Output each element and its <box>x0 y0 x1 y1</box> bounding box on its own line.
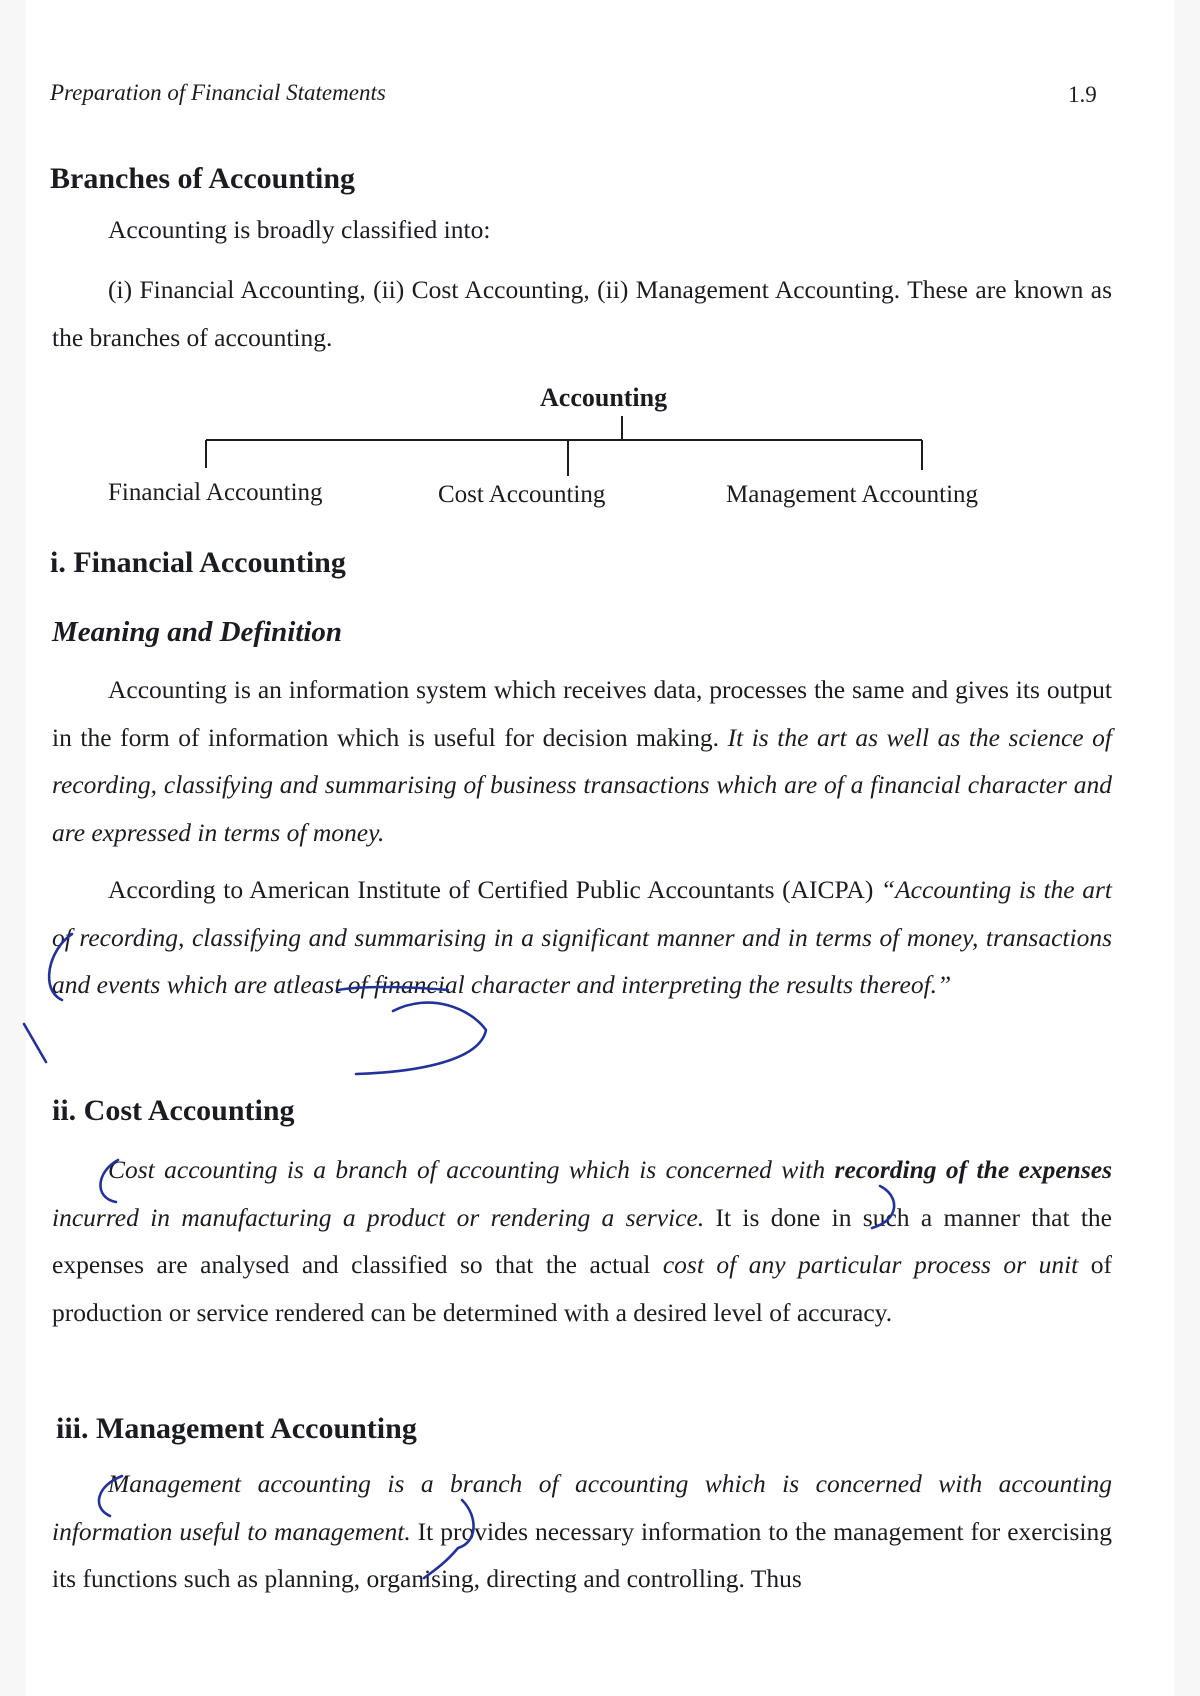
section-title-cost: ii. Cost Accounting <box>52 1094 295 1127</box>
management-s1-italic: Management accounting is a branch of accounting which is concerned with accounting information useful to management. <box>52 1469 1112 1546</box>
page-number: 1.9 <box>1068 82 1097 107</box>
branches-list-text: (i) Financial Accounting, (ii) Cost Accounting, (ii) Management Accounting. These are known as the branches of accounting. <box>52 275 1112 352</box>
diagram-root: Accounting <box>540 383 668 412</box>
diagram-child-financial: Financial Accounting <box>108 479 323 506</box>
financial-p1-italic: It is the art as well as the science of recording, classifying and summarising of business transactions which are of a financial character and are expressed in terms of money. <box>52 722 1112 847</box>
cost-s2-plain: It is done in such a manner that the expenses are analysed and classified so that the actual <box>52 1202 1112 1279</box>
diagram-child-cost: Cost Accounting <box>438 481 606 508</box>
financial-paragraph-2 <box>52 866 1112 1009</box>
financial-paragraph-1 <box>52 666 1112 856</box>
cost-paragraph <box>52 1146 1112 1336</box>
diagram-child-management: Management Accounting <box>726 481 979 508</box>
section-title-management: iii. Management Accounting <box>56 1412 417 1445</box>
management-paragraph <box>52 1460 1112 1603</box>
financial-p1-plain: Accounting is an information system which receives data, processes the same and gives its output in the form of information which is useful for decision making. <box>52 675 1112 752</box>
section-title-branches: Branches of Accounting <box>50 162 356 195</box>
management-s2-plain: It provides necessary information to the management for exercising its functions such as planning, organising, directing and controlling. Thus <box>52 1516 1112 1593</box>
section-title-financial: i. Financial Accounting <box>50 546 346 579</box>
cost-s1-italic-end: incurred in manufacturing a product or rendering a service. <box>52 1202 705 1232</box>
cost-s1-bold: recording of the expenses <box>834 1155 1113 1184</box>
cost-s1-italic: Cost accounting is a branch of accounting which is concerned with <box>108 1155 835 1184</box>
subsection-meaning-definition: Meaning and Definition <box>52 616 343 648</box>
branches-intro: Accounting is broadly classified into: <box>108 215 491 244</box>
running-title: Preparation of Financial Statements <box>50 80 386 105</box>
aicpa-intro: According to American Institute of Certified Public Accountants (AICPA) <box>108 875 881 904</box>
cost-s2-end: of production or service rendered can be determined with a desired level of accuracy. <box>52 1250 1112 1327</box>
aicpa-definition-quote: “Accounting is the art of recording, classifying and summarising in a significant manner and in terms of money, transactions and events which are atleast of financial character and interpreting the results thereof.” <box>52 875 1112 999</box>
cost-s2-italic: cost of any particular process or unit <box>662 1250 1079 1279</box>
